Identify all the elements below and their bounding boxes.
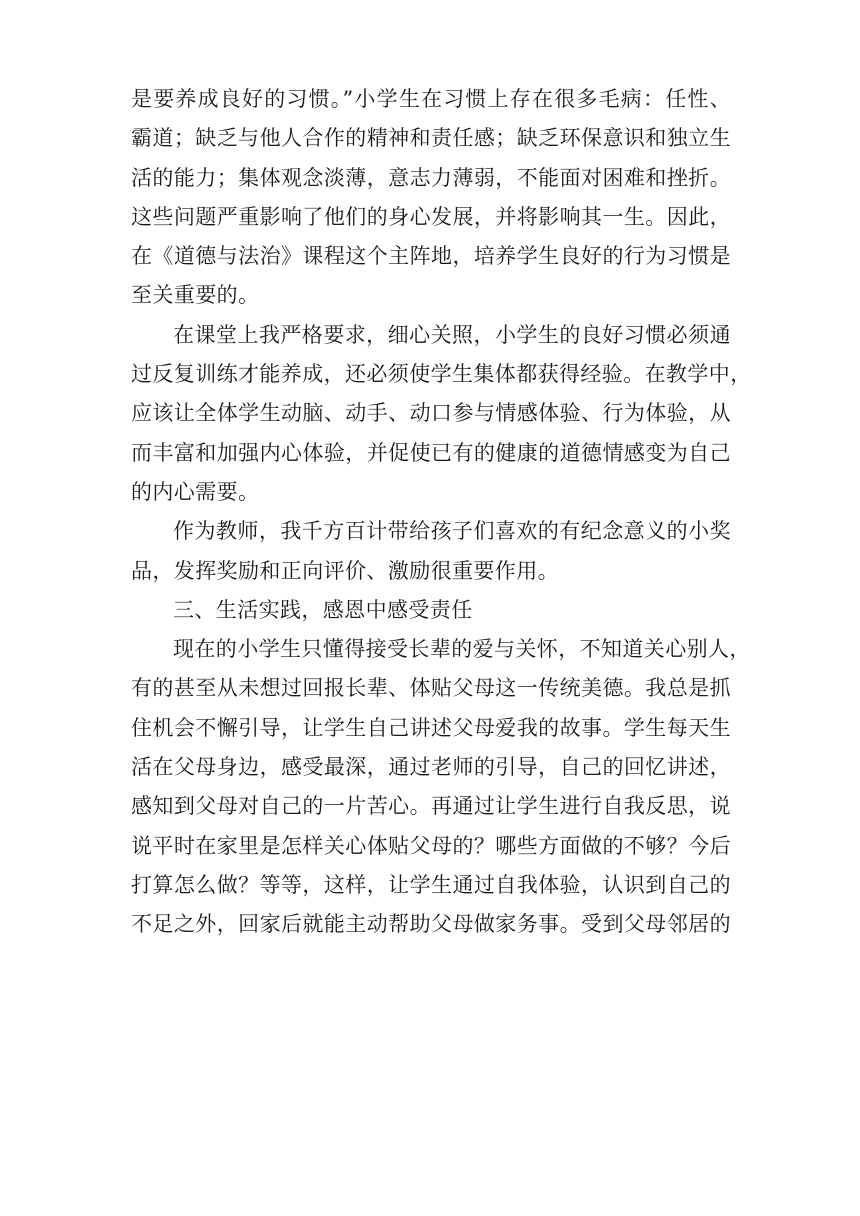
text-line: 应该让全体学生动脑、动手、动口参与情感体验、行为体验，从 [131, 401, 731, 426]
text-line: 有的甚至从未想过回报长辈、体贴父母这一传统美德。我总是抓 [131, 676, 731, 701]
document-body [131, 80, 752, 945]
text-line: 在课堂上我严格要求，细心关照，小学生的良好习惯必须通 [173, 322, 731, 347]
text-line: 现在的小学生只懂得接受长辈的爱与关怀，不知道关心别人， [173, 637, 751, 662]
text-line: 品，发挥奖励和正向评价、激励很重要作用。 [131, 558, 559, 583]
text-line: 作为教师，我千方百计带给孩子们喜欢的有纪念意义的小奖 [173, 519, 731, 544]
text-line: 是要养成良好的习惯。”小学生在习惯上存在很多毛病：任性、 [131, 87, 731, 111]
text-line: 打算怎么做？等等，这样，让学生通过自我体验，认识到自己的 [131, 872, 731, 897]
text-line: 说平时在家里是怎样关心体贴父母的？哪些方面做的不够？今后 [131, 833, 731, 858]
text-line: 而丰富和加强内心体验，并促使已有的健康的道德情感变为自己 [131, 440, 731, 465]
text-line: 霸道；缺乏与他人合作的精神和责任感；缺乏环保意识和独立生 [131, 126, 731, 151]
text-line: 在《道德与法治》课程这个主阵地，培养学生良好的行为习惯是 [131, 244, 731, 269]
text-line: 活的能力；集体观念淡薄，意志力薄弱，不能面对困难和挫折。 [131, 165, 731, 190]
text-line: 这些问题严重影响了他们的身心发展，并将影响其一生。因此， [131, 204, 731, 229]
text-line: 不足之外，回家后就能主动帮助父母做家务事。受到父母邻居的 [131, 912, 731, 937]
text-line: 过反复训练才能养成，还必须使学生集体都获得经验。在教学中， [131, 362, 752, 387]
text-line: 住机会不懈引导，让学生自己讲述父母爱我的故事。学生每天生 [131, 715, 731, 740]
text-line: 感知到父母对自己的一片苦心。再通过让学生进行自我反思，说 [131, 794, 731, 819]
text-line: 的内心需要。 [131, 479, 260, 504]
text-line: 至关重要的。 [131, 283, 260, 308]
section-heading: 三、生活实践，感恩中感受责任 [173, 597, 473, 622]
text-line: 活在父母身边，感受最深，通过老师的引导，自己的回忆讲述， [131, 755, 731, 780]
